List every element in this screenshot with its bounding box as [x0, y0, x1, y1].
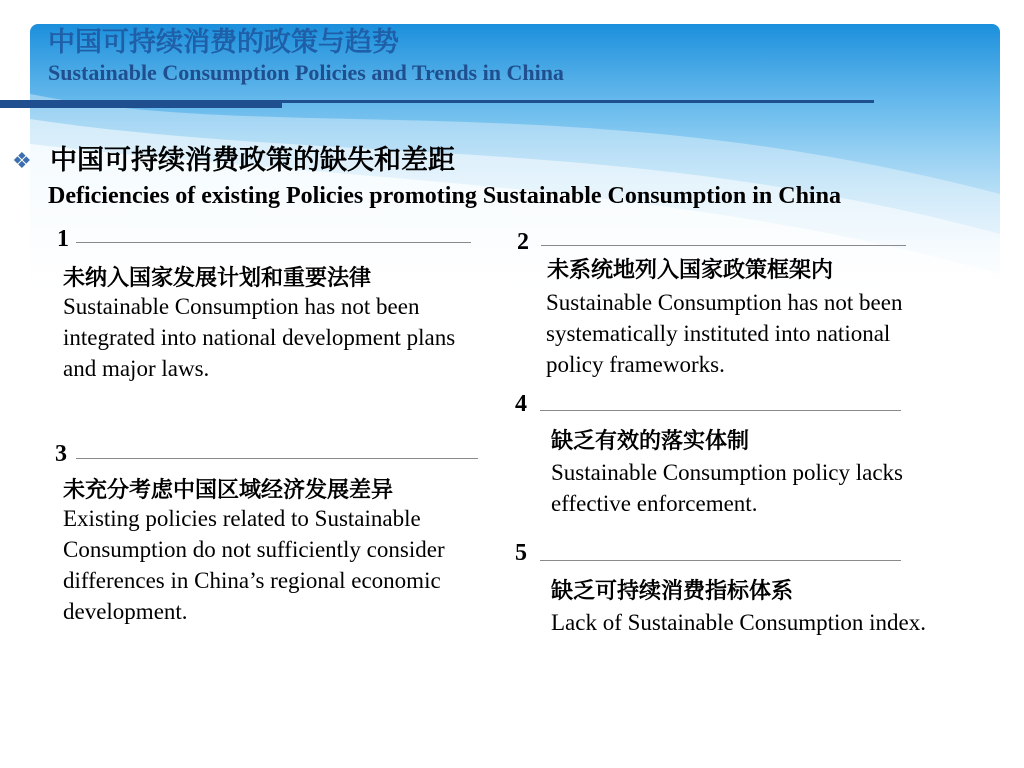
section-heading-chinese: 中国可持续消费政策的缺失和差距	[50, 145, 455, 176]
item-number: 5	[515, 540, 527, 566]
item-number: 3	[55, 441, 67, 467]
item-description-english: Lack of Sustainable Consumption index.	[551, 610, 926, 635]
item-divider	[541, 245, 906, 246]
item-number: 2	[517, 229, 529, 255]
item-description-english: Existing policies related to Sustainable Consumption do not sufficiently consider differences in China’s regional economic development.	[63, 506, 445, 624]
item-title-chinese: 缺乏有效的落实体制	[551, 429, 750, 454]
diamond-bullet-icon: ❖	[12, 148, 32, 173]
item-description-english: Sustainable Consumption policy lacks effective enforcement.	[551, 460, 903, 516]
title-underline-thick	[0, 100, 282, 108]
item-divider	[76, 458, 478, 459]
title-underline-thin	[282, 100, 874, 103]
item-title-chinese: 未纳入国家发展计划和重要法律	[63, 266, 372, 291]
item-divider	[540, 560, 901, 561]
item-title-chinese: 未充分考虑中国区域经济发展差异	[63, 478, 394, 503]
section-heading-english: Deficiencies of existing Policies promoting Sustainable Consumption in China	[48, 183, 841, 209]
item-title-chinese: 未系统地列入国家政策框架内	[547, 258, 834, 283]
item-description-english: Sustainable Consumption has not been systematically instituted into national policy frameworks.	[546, 290, 903, 377]
item-number: 1	[57, 226, 69, 252]
slide-title-chinese: 中国可持续消费的政策与趋势	[48, 27, 399, 58]
item-title-chinese: 缺乏可持续消费指标体系	[551, 579, 794, 604]
slide-title-english: Sustainable Consumption Policies and Trends in China	[48, 60, 564, 85]
item-description-english: Sustainable Consumption has not been integrated into national development plans and major laws.	[63, 294, 456, 381]
item-number: 4	[515, 391, 527, 417]
item-divider	[540, 410, 901, 411]
item-divider	[76, 242, 471, 243]
